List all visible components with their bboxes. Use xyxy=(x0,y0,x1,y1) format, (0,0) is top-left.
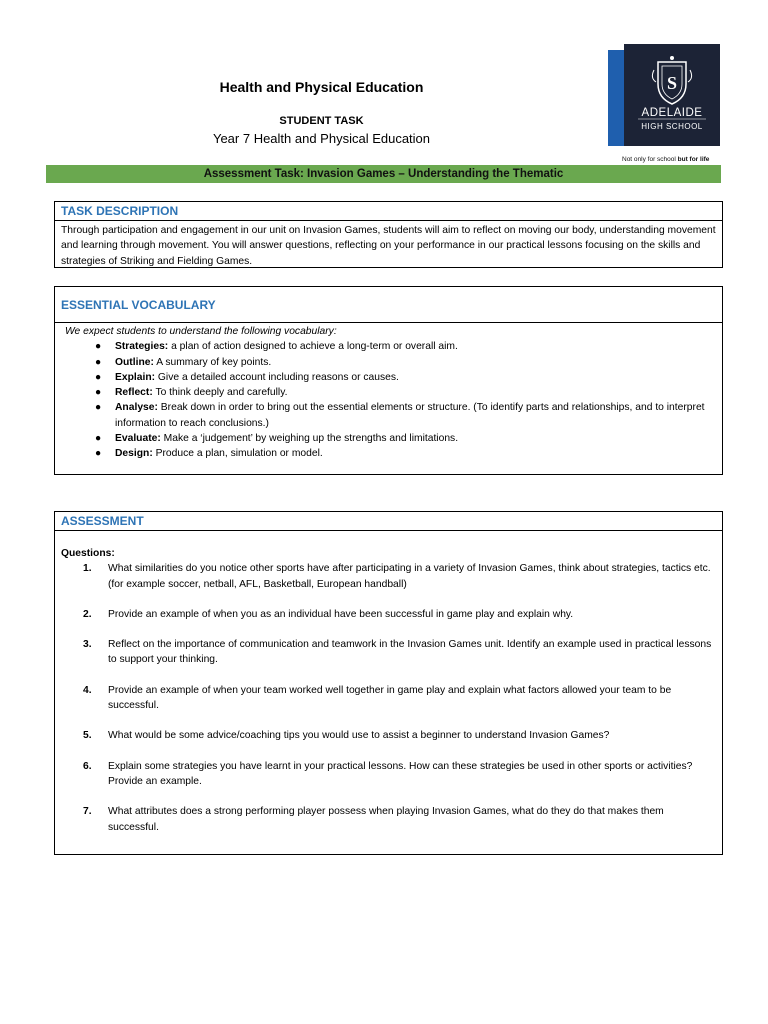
bullet-icon: ● xyxy=(95,387,102,399)
question-text: Provide an example of when you as an individual have been successful in game play and explain why. xyxy=(108,608,574,620)
question-number: 1. xyxy=(83,563,92,575)
question-item xyxy=(61,804,716,835)
question-text: Reflect on the importance of communication and teamwork in the Invasion Games unit. Identify an example used in practical lessons to support your thinking. xyxy=(108,639,712,666)
question-item xyxy=(61,683,716,714)
vocab-definition: a plan of action designed to achieve a long-term or overall aim. xyxy=(168,341,458,353)
question-text: What attributes does a strong performing player possess when playing Invasion Games, what do they do that makes them successful. xyxy=(108,806,664,833)
question-item xyxy=(61,637,716,668)
vocabulary-box xyxy=(54,286,723,475)
school-tagline xyxy=(622,156,709,163)
assessment-task-banner: Assessment Task: Invasion Games – Understanding the Thematic xyxy=(46,165,721,183)
questions-list xyxy=(61,561,716,835)
vocab-term: Design: xyxy=(115,448,153,460)
vocab-item xyxy=(95,431,716,446)
vocabulary-list xyxy=(65,339,716,461)
task-description-box xyxy=(54,201,723,268)
vocab-definition: Produce a plan, simulation or model. xyxy=(152,448,323,460)
assessment-box xyxy=(54,511,723,855)
logo-navy-panel xyxy=(624,44,720,146)
question-number: 4. xyxy=(83,684,92,696)
vocab-term: Strategies: xyxy=(115,341,169,353)
vocab-term: Outline: xyxy=(115,356,154,368)
questions-label: Questions: xyxy=(61,548,115,559)
vocab-definition: To think deeply and carefully. xyxy=(152,387,288,399)
bullet-icon: ● xyxy=(95,356,102,368)
vocab-definition: Break down in order to bring out the essential elements or structure. (To identify parts and relationships, and to interpret information to reach conclusions.) xyxy=(115,402,705,429)
bullet-icon: ● xyxy=(95,402,102,414)
vocab-definition: A summary of key points. xyxy=(153,356,272,368)
vocab-item xyxy=(95,400,716,431)
svg-text:ADELAIDE: ADELAIDE xyxy=(641,107,703,119)
question-number: 5. xyxy=(83,730,92,742)
assessment-heading: ASSESSMENT xyxy=(55,512,722,531)
vocab-term: Reflect: xyxy=(115,387,153,399)
school-crest-icon xyxy=(624,44,720,146)
svg-text:HIGH SCHOOL: HIGH SCHOOL xyxy=(641,122,703,131)
student-task-label: STUDENT TASK xyxy=(279,115,364,127)
bullet-icon: ● xyxy=(95,341,102,353)
tagline-bold: but for life xyxy=(677,156,710,163)
question-number: 7. xyxy=(83,806,92,818)
question-item xyxy=(61,607,716,622)
vocab-definition: Make a ‘judgement’ by weighing up the strengths and limitations. xyxy=(160,433,459,445)
tagline-prefix: Not only for school xyxy=(622,156,678,163)
question-text: Explain some strategies you have learnt in your practical lessons. How can these strategies be used in other sports or activities? Provide an example. xyxy=(108,760,693,787)
bullet-icon: ● xyxy=(95,448,102,460)
bullet-icon: ● xyxy=(95,433,102,445)
vocab-item xyxy=(95,446,716,461)
vocabulary-heading: ESSENTIAL VOCABULARY xyxy=(55,287,722,323)
vocab-item xyxy=(95,385,716,400)
vocab-term: Analyse: xyxy=(115,402,158,414)
question-text: What similarities do you notice other sports have after participating in a variety of Invasion Games, think about strategies, tactics etc. (for example soccer, netball, AFL, Basketball, European handball) xyxy=(108,563,711,590)
question-number: 6. xyxy=(83,760,92,772)
bullet-icon: ● xyxy=(95,371,102,383)
vocab-item xyxy=(95,370,716,385)
task-description-heading: TASK DESCRIPTION xyxy=(55,202,722,221)
year-subtitle: Year 7 Health and Physical Education xyxy=(212,131,431,146)
question-text: What would be some advice/coaching tips you would use to assist a beginner to understand Invasion Games? xyxy=(108,730,610,742)
vocab-term: Evaluate: xyxy=(115,433,161,445)
question-number: 2. xyxy=(83,608,92,620)
vocab-item xyxy=(95,355,716,370)
question-item xyxy=(61,561,716,592)
school-logo xyxy=(608,44,720,148)
question-number: 3. xyxy=(83,639,92,651)
vocab-definition: Give a detailed account including reasons or causes. xyxy=(155,371,399,383)
vocab-term: Explain: xyxy=(115,371,156,383)
vocab-item xyxy=(95,339,716,354)
question-text: Provide an example of when your team worked well together in game play and explain what factors allowed your team to be successful. xyxy=(108,684,672,712)
task-description-text: Through participation and engagement in our unit on Invasion Games, students will aim to reflect on moving our body, understanding movement and learning through movement. You will answer questions, reflecting on your performance in our practical lessons focusing on the skills and strategies of Striking and Fielding Games. xyxy=(61,225,716,267)
question-item xyxy=(61,728,716,743)
page-title: Health and Physical Education xyxy=(219,79,424,95)
vocabulary-intro: We expect students to understand the following vocabulary: xyxy=(65,326,337,337)
question-item xyxy=(61,759,716,790)
svg-text:S: S xyxy=(666,73,678,93)
